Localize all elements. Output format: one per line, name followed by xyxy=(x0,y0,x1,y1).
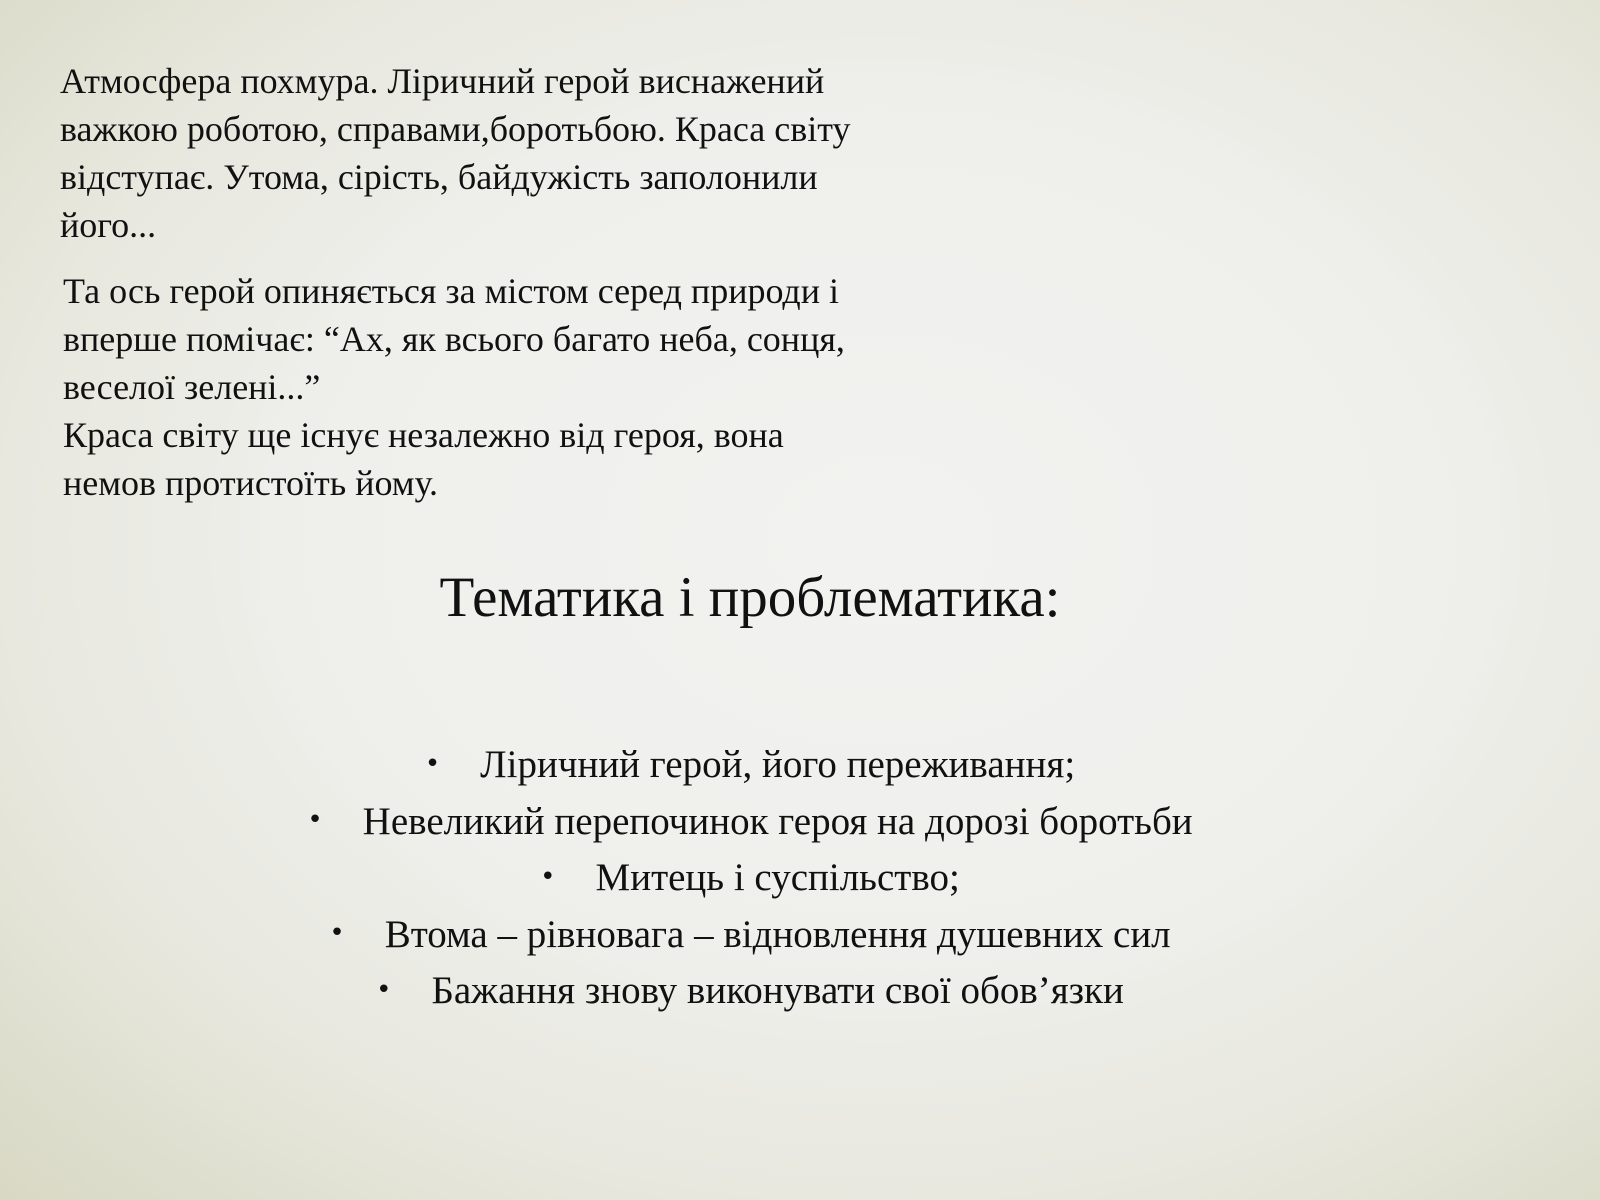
text-line: немов протистоїть йому. xyxy=(63,463,438,503)
list-item-text: Втома – рівновага – відновлення душевних сил xyxy=(384,912,1171,956)
bullet-icon: • xyxy=(424,748,441,779)
list-item xyxy=(0,908,1500,965)
list-item xyxy=(0,795,1500,852)
intro-paragraph xyxy=(60,57,851,249)
text-line: Атмосфера похмура. Ліричний герой виснажений xyxy=(60,61,825,101)
bullet-icon: • xyxy=(329,918,345,949)
text-line: Краса світу ще існує незалежно від героя, вона xyxy=(63,415,784,455)
list-item-text: Ліричний герой, його переживання; xyxy=(480,743,1076,786)
bullet-icon: • xyxy=(540,861,556,892)
bullet-icon: • xyxy=(307,805,323,836)
list-item-text: Митець і суспільство; xyxy=(595,856,960,900)
text-line: відступає. Утома, сірість, байдужість заполонили xyxy=(60,157,818,197)
topic-list xyxy=(0,738,1500,1021)
text-line: вперше помічає: “Ах, як всього багато неба, сонця, xyxy=(63,319,845,359)
list-item xyxy=(0,738,1500,795)
list-item-text: Невеликий перепочинок героя на дорозі боротьби xyxy=(362,799,1193,843)
text-line: Та ось герой опиняється за містом серед природи і xyxy=(63,271,840,311)
bullet-icon: • xyxy=(376,974,392,1005)
second-paragraph xyxy=(63,267,845,507)
list-item-text: Бажання знову виконувати свої обов’язки xyxy=(431,969,1124,1013)
slide-heading: Тематика і проблематика: xyxy=(439,566,1061,629)
text-line: веселої зелені...” xyxy=(63,367,321,407)
list-item xyxy=(0,851,1500,908)
list-item xyxy=(0,964,1500,1021)
text-line: його... xyxy=(60,205,157,245)
text-line: важкою роботою, справами,боротьбою. Краса світу xyxy=(60,109,851,149)
